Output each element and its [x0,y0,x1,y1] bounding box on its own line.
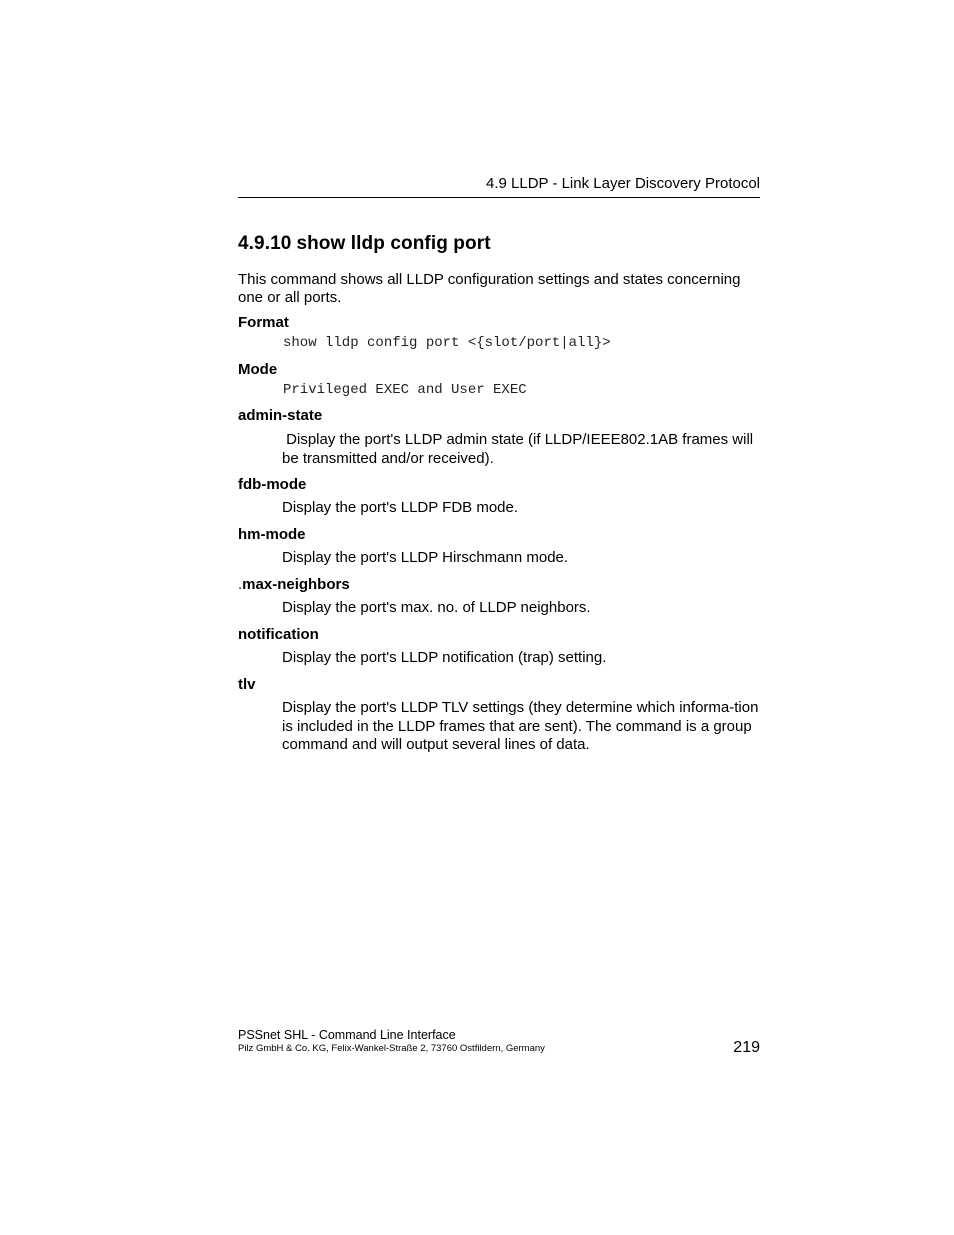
param-label-hm-mode: hm-mode [238,526,306,543]
param-desc-fdb-mode: Display the port's LLDP FDB mode. [282,499,519,516]
param-desc-notification: Display the port's LLDP notification (trap) setting. [282,649,607,666]
param-label-notification: notification [238,626,319,643]
section-heading: show lldp config port [296,233,491,254]
section-title [238,233,491,255]
param-desc-admin-state: Display the port's LLDP admin state (if LLDP/IEEE802.1AB frames will be transmitted and/or received). [282,431,758,467]
param-label-fdb-mode: fdb-mode [238,476,307,493]
running-header: 4.9 LLDP - Link Layer Discovery Protocol [485,175,760,192]
intro-paragraph: This command shows all LLDP configuration settings and states concerning one or all ports. [238,271,741,306]
footer-company: Pilz GmbH & Co. KG, Felix-Wankel-Straße 2, 73760 Ostfildern, Germany [238,1043,545,1054]
param-label-admin-state: admin-state [238,407,323,424]
param-desc-max-neighbors: Display the port's max. no. of LLDP neighbors. [282,599,591,616]
mode-value: Privileged EXEC and User EXEC [283,382,527,398]
header-divider [238,197,760,198]
page-number: 219 [733,1039,760,1056]
param-desc-tlv: Display the port's LLDP TLV settings (they determine which informa-tion is included in the LLDP frames that are sent). The command is a group command and will output several lines of data. [282,699,759,753]
section-number: 4.9.10 [238,233,292,254]
format-command: show lldp config port <{slot/port|all}> [283,335,611,351]
param-desc-hm-mode: Display the port's LLDP Hirschmann mode. [282,549,569,566]
mode-label: Mode [238,361,278,378]
footer-doc-title: PSSnet SHL - Command Line Interface [238,1028,456,1042]
param-label-tlv: tlv [238,676,256,693]
param-label-max-neighbors: .max-neighbors [238,576,350,593]
format-label: Format [238,314,289,331]
